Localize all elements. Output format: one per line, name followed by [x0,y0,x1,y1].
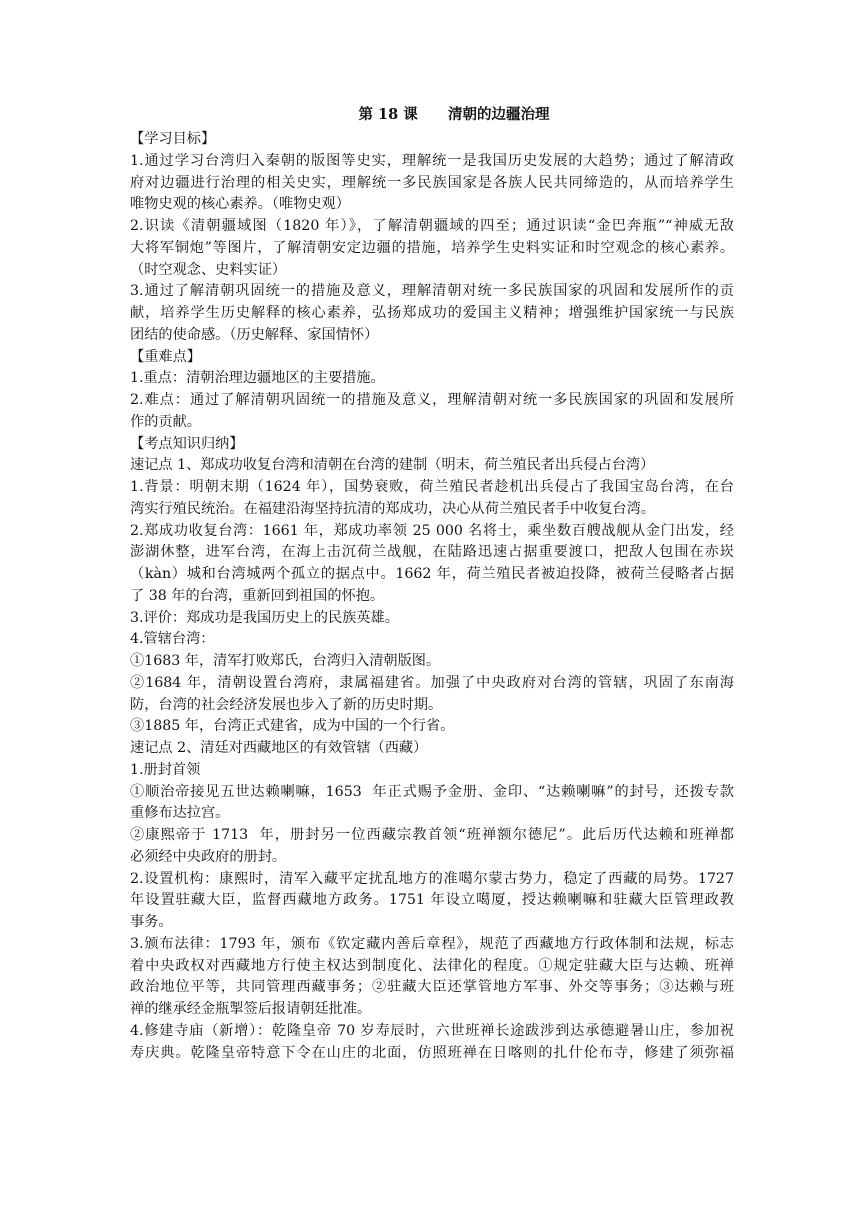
text-line: ②1684 年，清朝设置台湾府，隶属福建省。加强了中央政府对台湾的管辖，巩固了东南海 [130,674,734,691]
text-line: 2.郑成功收复台湾：1661 年，郑成功率领 25 000 名将士，乘坐数百艘战舰从金门出发，经 [130,522,734,539]
text-line: 献，培养学生历史解释的核心素养，弘扬郑成功的爱国主义精神；增强维护国家统一与民族 [130,305,734,321]
text-line: ③1885 年，台湾正式建省，成为中国的一个行省。 [130,718,455,735]
text-line: 【学习目标】 [130,131,216,147]
text-line: 2.设置机构：康熙时，清军入藏平定扰乱地方的准噶尔蒙古势力，稳定了西藏的局势。1727 [130,870,734,887]
text-line: 【重难点】 [130,348,201,365]
text-line: （时空观念、史料实证） [130,261,287,278]
text-line: 唯物史观的核心素养。（唯物史观） [130,196,350,213]
text-line: 4.管辖台湾： [130,631,215,648]
text-line: 速记点 1、郑成功收复台湾和清朝在台湾的建制（明末，荷兰殖民者出兵侵占台湾） [130,457,655,474]
text-line: 1.背景：明朝末期（1624 年），国势衰败，荷兰殖民者趁机出兵侵占了我国宝岛台湾，在台 [130,479,734,495]
text-line: 澎湖休整，进军台湾，在海上击沉荷兰战舰，在陆路迅速占据重要渡口，把敌人包围在赤崁 [130,544,734,561]
text-line: ①1683 年，清军打败郑氏，台湾归入清朝版图。 [130,653,441,669]
text-line: 着中央政权对西藏地方行使主权达到制度化、法律化的程度。①规定驻藏大臣与达赖、班禅 [130,957,734,974]
text-line: 3.颁布法律：1793 年，颁布《钦定藏内善后章程》，规范了西藏地方行政体制和法规，标志 [130,935,734,952]
text-line: 速记点 2、清廷对西藏地区的有效管辖（西藏） [130,740,428,756]
text-line: 政治地位平等，共同管理西藏事务；②驻藏大臣还掌管地方军事、外交等事务；③达赖与班 [130,979,734,996]
text-line: 年设置驻藏大臣，监督西藏地方政务。1751 年设立噶厦，授达赖喇嘛和驻藏大臣管理政教 [130,892,734,909]
text-line: 大将军铜炮”等图片，了解清朝安定边疆的措施，培养学生史料实证和时空观念的核心素养。 [130,239,734,256]
text-line: 必须经中央政府的册封。 [130,848,287,865]
text-line: ①顺治帝接见五世达赖喇嘛，1653 年正式赐予金册、金印、“达赖喇嘛”的封号，还拨专款 [130,783,734,800]
text-line: 【考点知识归纳】 [130,435,244,452]
text-line: 作的贡献。 [130,413,201,430]
lesson-title: 第 18 课 清朝的边疆治理 [358,106,550,123]
text-line: 寿庆典。乾隆皇帝特意下令在山庄的北面，仿照班禅在日喀则的扎什伦布寺，修建了须弥福 [130,1044,734,1061]
text-line: ②康熙帝于 1713 年，册封另一位西藏宗教首领“班禅额尔德尼”。此后历代达赖和班禅都 [130,827,734,843]
text-line: 府对边疆进行治理的相关史实，理解统一多民族国家是各族人民共同缔造的，从而培养学生 [130,174,734,191]
text-line: 禅的继承经金瓶掣签后报请朝廷批准。 [130,1001,372,1017]
text-line: 重修布达拉宫。 [130,805,230,822]
text-line: （kàn）城和台湾城两个孤立的据点中。1662 年，荷兰殖民者被迫投降，被荷兰侵略者占据 [130,566,734,582]
document-page [130,101,734,1064]
text-line: 1.册封首领 [130,761,201,778]
text-line: 1.重点：清朝治理边疆地区的主要措施。 [130,370,385,387]
text-line: 事务。 [130,914,173,930]
text-line: 了 38 年的台湾，重新回到祖国的怀抱。 [130,587,385,604]
text-line: 1.通过学习台湾归入秦朝的版图等史实，理解统一是我国历史发展的大趋势；通过了解清政 [130,152,734,169]
text-line: 3.评价：郑成功是我国历史上的民族英雄。 [130,609,399,626]
text-line: 2.难点：通过了解清朝巩固统一的措施及意义，理解清朝对统一多民族国家的巩固和发展所 [130,392,734,408]
text-line: 4.修建寺庙（新增）：乾隆皇帝 70 岁寿辰时，六世班禅长途跋涉到达承德避暑山庄，参加祝 [130,1022,734,1039]
document-body [130,129,734,1064]
text-line: 防，台湾的社会经济发展也步入了新的历史时期。 [130,696,443,713]
text-line: 3.通过了解清朝巩固统一的措施及意义，理解清朝对统一多民族国家的巩固和发展所作的贡 [130,283,734,300]
text-line: 湾实行殖民统治。在福建沿海坚持抗清的郑成功，决心从荷兰殖民者手中收复台湾。 [130,500,655,517]
text-line: 2.识读《清朝疆域图（1820 年）》，了解清朝疆域的四至；通过识读“金巴奔瓶”“神威无敌 [130,218,734,234]
text-line: 团结的使命感。（历史解释、家国情怀） [130,326,379,343]
